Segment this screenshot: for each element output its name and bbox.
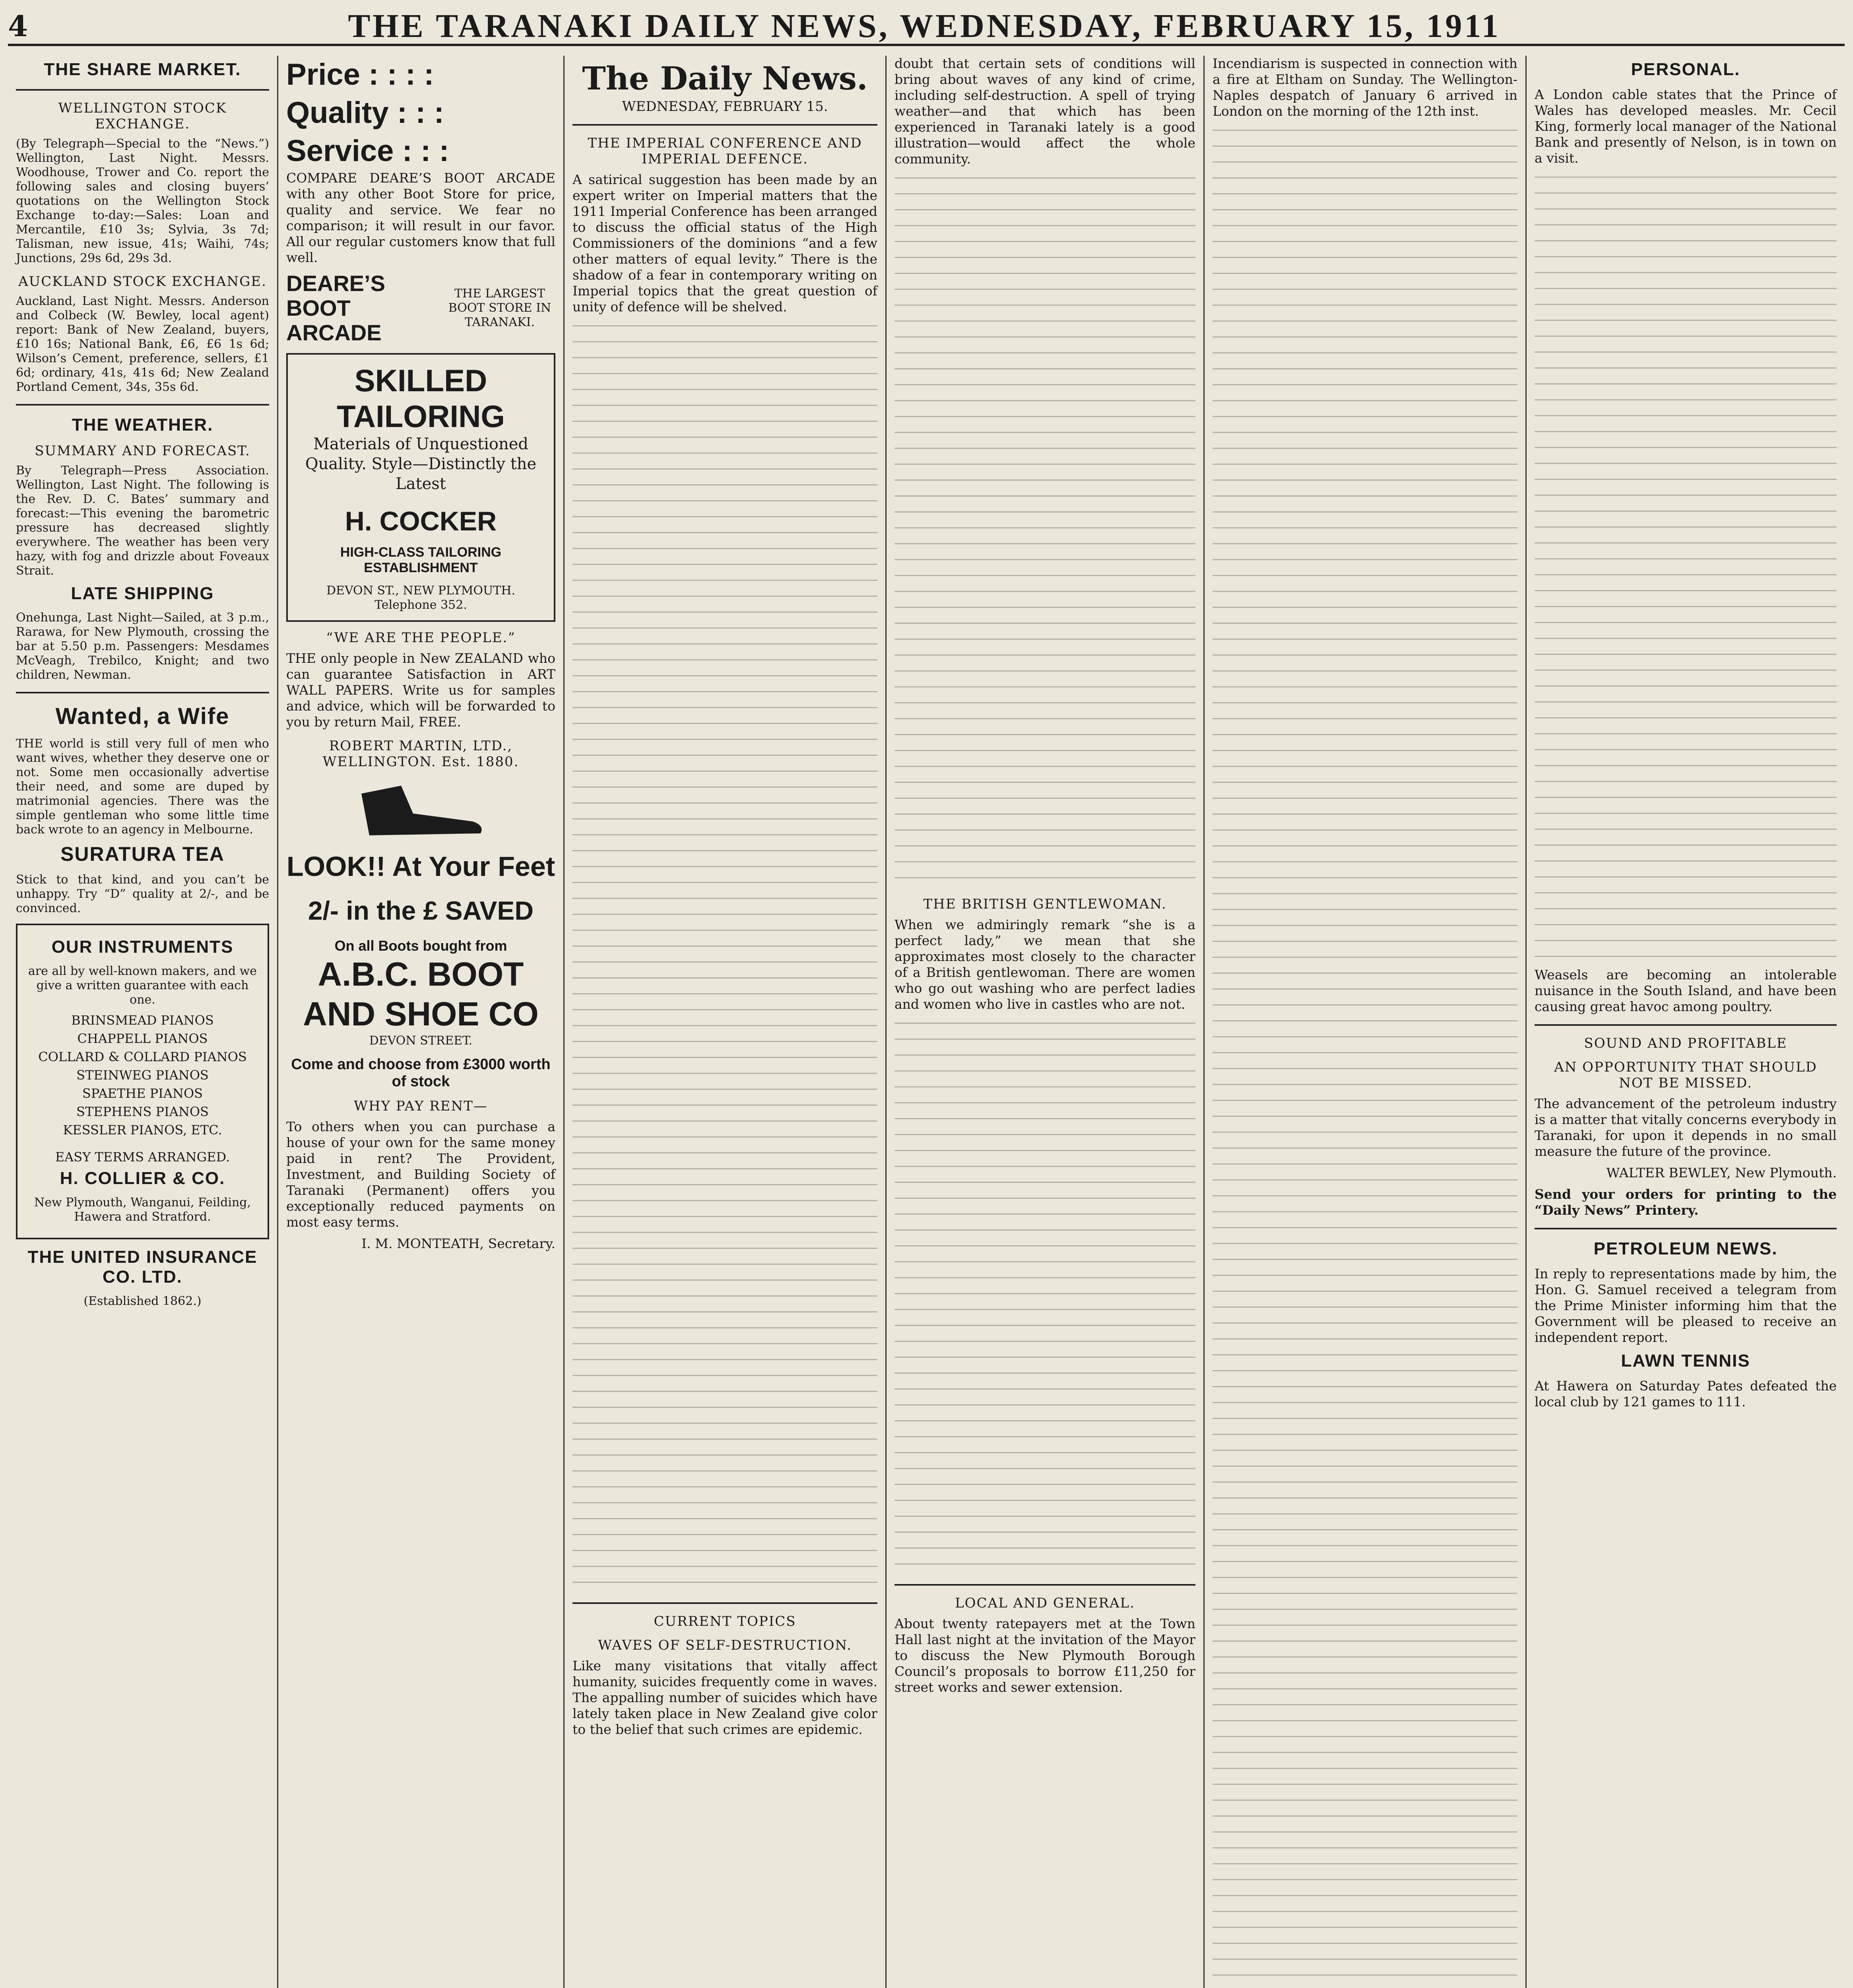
abc-address: DEVON STREET. — [369, 1034, 473, 1048]
wellington-report: (By Telegraph—Special to the “News.”) Wellington, Last Night. Messrs. Woodhouse, Trower and Co. report the following sales and closing buyers’ quotations on the Wellington Stock Exchange to-day:—Sales: Loan and Mercantile, £10 3s; Sylvia, 3s 7d; Talisman, new issue, 41s; Waihi, 74s; Junctions, 29s 6d, 29s 3d. — [16, 137, 269, 265]
tennis-heading: LAWN TENNIS — [1621, 1351, 1750, 1371]
text-block — [894, 1018, 1195, 1574]
weather-heading: THE WEATHER. — [72, 415, 213, 435]
text-block — [1535, 172, 1837, 967]
tea-text: Stick to that kind, and you can’t be unhappy. Try “D” quality at 2/-, and be convinced. — [16, 873, 269, 915]
deare-text: COMPARE DEARE’S BOOT ARCADE with any other Boot Store for price, quality and service. We fear no comparison; it will result in our favor. All our regular customers know that full well. — [286, 170, 555, 265]
abc-name: A.B.C. BOOT AND SHOE CO — [303, 955, 539, 1033]
tennis-text: At Hawera on Saturday Pates defeated the local club by 121 games to 111. — [1535, 1378, 1837, 1409]
terms-text: EASY TERMS ARRANGED. — [55, 1149, 230, 1165]
weather-report: By Telegraph—Press Association. Wellington, Last Night. The following is the Rev. D. C. Bates’ summary and forecast:—This evening the barometric pressure has decreased slightly everywhere. The weather has been very hazy, with fog and drizzle about Foveaux Strait. — [16, 464, 269, 578]
petroleum-text: In reply to representations made by him, the Hon. G. Samuel received a telegram from the Prime Minister informing him that the Government will be pleased to receive an independent report. — [1535, 1266, 1837, 1345]
masthead-title: THE TARANAKI DAILY NEWS, WEDNESDAY, FEBRUARY 15, 1911 — [348, 7, 1501, 45]
shipping-heading: LATE SHIPPING — [71, 584, 214, 603]
collier-name: H. COLLIER & CO. — [60, 1169, 225, 1188]
column-5-text: Incendiarism is suspected in connection with a fire at Eltham on Sunday. The Wellington-Naples despatch of January 6 arrived in London on the morning of the 12th inst. — [1213, 56, 1517, 119]
weather-subheading: SUMMARY AND FORECAST. — [35, 443, 250, 459]
deare-tagline: THE LARGEST BOOT STORE IN TARANAKI. — [448, 287, 551, 329]
martin-name: ROBERT MARTIN, LTD., WELLINGTON. Est. 1880. — [322, 738, 519, 770]
tea-heading: SURATURA TEA — [60, 843, 225, 865]
text-block — [894, 173, 1195, 888]
piano-brand: STEPHENS PIANOS — [76, 1104, 209, 1119]
sound-heading: SOUND AND PROFITABLE — [1584, 1035, 1787, 1051]
piano-brand: KESSLER PIANOS, ETC. — [63, 1122, 222, 1138]
piano-brand: SPAETHE PIANOS — [82, 1086, 203, 1101]
gentlewoman-heading: THE BRITISH GENTLEWOMAN. — [923, 896, 1167, 912]
page-number: 4 — [8, 9, 28, 43]
column-4 — [887, 56, 1205, 1988]
auckland-heading: AUCKLAND STOCK EXCHANGE. — [18, 274, 267, 289]
conference-text: A satirical suggestion has been made by an expert writer on Imperial matters that the 1911 Imperial Conference has been arranged to discuss the official status of the High Commissioners of the dominions “and a few other matters of equal levity.” There is the shadow of a fear in contemporary writing on Imperial topics that the great question of unity of defence will be shelved. — [572, 172, 877, 315]
insurance-heading: THE UNITED INSURANCE CO. LTD. — [27, 1247, 258, 1287]
look-at-feet: LOOK!! At Your Feet — [286, 851, 555, 882]
topics-subheading: WAVES OF SELF-DESTRUCTION. — [598, 1637, 852, 1653]
cocker-subtitle: HIGH-CLASS TAILORING ESTABLISHMENT — [340, 545, 502, 575]
piano-brand: STEINWEG PIANOS — [76, 1068, 209, 1083]
piano-brand: COLLARD & COLLARD PIANOS — [38, 1049, 247, 1064]
share-market-heading: THE SHARE MARKET. — [44, 60, 241, 79]
column-5 — [1205, 56, 1527, 1988]
abc-prefix: On all Boots bought from — [334, 938, 507, 954]
wellington-heading: WELLINGTON STOCK EXCHANGE. — [58, 100, 227, 132]
insurance-est: (Established 1862.) — [83, 1294, 202, 1308]
wife-text: THE world is still very full of men who want wives, whether they deserve one or not. Some men occasionally advertise their need, and some are duped by matrimonial agencies. There was the simple gentleman who some little time back wrote to an agency in Melbourne. — [16, 737, 269, 837]
petroleum-heading: PETROLEUM NEWS. — [1593, 1239, 1778, 1258]
topics-heading: CURRENT TOPICS — [654, 1613, 796, 1629]
auckland-report: Auckland, Last Night. Messrs. Anderson and Colbeck (W. Bewley, local agent) report: Bank of New Zealand, buyers, £10 16s; National Bank, £6, £6 1s 6d; Wilson’s Cement, preference, sellers, £1 6d; ordinary, 41s, 41s 6d; New Zealand Portland Cement, 34s, 35s 6d. — [16, 294, 269, 394]
piano-brand: CHAPPELL PIANOS — [77, 1031, 208, 1046]
deare-name: DEARE’S BOOT ARCADE — [286, 271, 385, 345]
column-4-text: doubt that certain sets of conditions will bring about waves of any kind of crime, including self-destruction. A spell of trying weather—and that which has been experienced in Taranaki lately is a good illustration—would affect the whole community. — [894, 56, 1195, 167]
personal-heading: PERSONAL. — [1631, 60, 1740, 79]
monteath-sig: I. M. MONTEATH, Secretary. — [361, 1236, 555, 1251]
saved-text: 2/- in the £ SAVED — [308, 896, 534, 925]
abc-stock: Come and choose from £3000 worth of stock — [291, 1056, 551, 1090]
column-2 — [278, 56, 565, 1988]
sound-text: The advancement of the petroleum industry is a matter that vitally concerns everybody in Taranaki, for upon it depends in no small measure the future of the province. — [1535, 1096, 1837, 1159]
text-block — [1213, 125, 1517, 1988]
personal-text: A London cable states that the Prince of Wales has developed measles. Mr. Cecil King, formerly local manager of the National Bank and presently of Nelson, is in town on a visit. — [1535, 87, 1837, 166]
daily-news-banner: The Daily News. — [582, 60, 868, 97]
column-3 — [565, 56, 887, 1988]
topics-text: Like many visitations that vitally affect humanity, suicides frequently come in waves. The appalling number of suicides which have lately taken place in New Zealand give color to the belief that such crimes are epidemic. — [572, 1658, 877, 1737]
rent-heading: WHY PAY RENT— — [354, 1098, 488, 1114]
cocker-address: DEVON ST., NEW PLYMOUTH. Telephone 352. — [326, 584, 516, 612]
quality-line: Quality : : : — [286, 96, 444, 130]
tailoring-ad — [286, 353, 555, 622]
local-heading: LOCAL AND GENERAL. — [955, 1595, 1135, 1611]
service-line: Service : : : — [286, 134, 449, 168]
price-line: Price : : : : — [286, 58, 434, 91]
column-6-text: Weasels are becoming an intolerable nuisance in the South Island, and have been causing great havoc among poultry. — [1535, 967, 1837, 1014]
rent-text: To others when you can purchase a house of your own for the same money paid in rent? The Provident, Investment, and Building Society of Taranaki (Permanent) offers you exceptionally reduced payments on most easy terms. — [286, 1119, 555, 1230]
walter-sig: WALTER BEWLEY, New Plymouth. — [1606, 1165, 1837, 1180]
tailoring-text: Materials of Unquestioned Quality. Style—Distinctly the Latest — [305, 435, 537, 493]
column-6 — [1527, 56, 1845, 1988]
instruments-ad — [16, 924, 269, 1239]
people-text: THE only people in New ZEALAND who can guarantee Satisfaction in ART WALL PAPERS. Write us for samples and advice, which will be forwarded to you by return Mail, FREE. — [286, 650, 555, 730]
masthead — [8, 8, 1845, 46]
tailoring-heading: SKILLED TAILORING — [336, 363, 505, 434]
editorial-date: WEDNESDAY, FEBRUARY 15. — [622, 99, 828, 115]
text-block — [572, 320, 877, 1593]
piano-brand: BRINSMEAD PIANOS — [71, 1013, 214, 1028]
local-text: About twenty ratepayers met at the Town Hall last night at the invitation of the Mayor to discuss the New Plymouth Borough Council’s proposals to borrow £11,250 for street works and sewer extension. — [894, 1616, 1195, 1695]
instruments-heading: OUR INSTRUMENTS — [51, 937, 234, 957]
people-heading: “WE ARE THE PEOPLE.” — [326, 630, 516, 646]
sound-subheading: AN OPPORTUNITY THAT SHOULD NOT BE MISSED. — [1554, 1059, 1817, 1091]
conference-heading: THE IMPERIAL CONFERENCE AND IMPERIAL DEFENCE. — [588, 135, 862, 167]
shipping-report: Onehunga, Last Night—Sailed, at 3 p.m., Rarawa, for New Plymouth, crossing the bar at 5.50 p.m. Passengers: Mesdames McVeagh, Trebilco, Knight; and two children, Newman. — [16, 611, 269, 682]
printing-order: Send your orders for printing to the “Daily News” Printery. — [1535, 1186, 1837, 1218]
collier-address: New Plymouth, Wanganui, Feilding, Hawera and Stratford. — [34, 1196, 251, 1224]
instruments-text: are all by well-known makers, and we give a written guarantee with each one. — [28, 964, 257, 1007]
cocker-name: H. COCKER — [345, 506, 497, 536]
boot-illustration-icon — [353, 778, 489, 841]
price-quality-service-ad — [286, 56, 555, 170]
wife-heading: Wanted, a Wife — [55, 703, 230, 729]
column-1 — [8, 56, 278, 1988]
gentlewoman-text: When we admiringly remark “she is a perfect lady,” we mean that she approximates most closely to the character of a British gentlewoman. There are women who go out washing who are perfect ladies and women who live in castles who are not. — [894, 917, 1195, 1012]
